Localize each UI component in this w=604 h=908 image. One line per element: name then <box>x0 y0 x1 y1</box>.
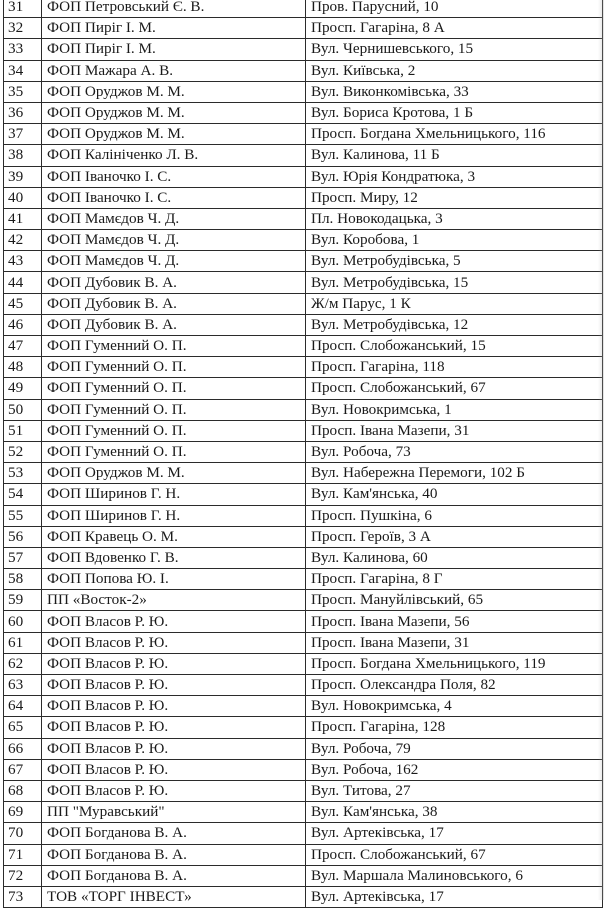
outlet-address: Вул. Виконкомівська, 33 <box>306 81 603 102</box>
entrepreneur-name: ФОП Іваночко І. С. <box>42 187 306 208</box>
table-row <box>4 611 603 632</box>
row-number: 72 <box>4 865 42 886</box>
row-number: 53 <box>4 463 42 484</box>
outlet-address: Вул. Кам'янська, 40 <box>306 484 603 505</box>
table-row <box>4 314 603 335</box>
entrepreneur-name: ФОП Дубовик В. А. <box>42 272 306 293</box>
outlet-address: Вул. Калинова, 60 <box>306 547 603 568</box>
entrepreneur-name: ФОП Власов Р. Ю. <box>42 632 306 653</box>
row-number: 67 <box>4 759 42 780</box>
row-number: 48 <box>4 357 42 378</box>
row-number: 64 <box>4 696 42 717</box>
entrepreneur-name: ФОП Мамєдов Ч. Д. <box>42 208 306 229</box>
entrepreneur-name: ФОП Пиріг І. М. <box>42 18 306 39</box>
table-row <box>4 569 603 590</box>
row-number: 59 <box>4 590 42 611</box>
entrepreneur-name: ФОП Власов Р. Ю. <box>42 759 306 780</box>
table-row <box>4 463 603 484</box>
table-row <box>4 230 603 251</box>
row-number: 73 <box>4 886 42 907</box>
entrepreneur-name: ФОП Гуменний О. П. <box>42 336 306 357</box>
row-number: 42 <box>4 230 42 251</box>
outlet-address: Пров. Парусний, 10 <box>306 0 603 18</box>
outlet-address: Вул. Набережна Перемоги, 102 Б <box>306 463 603 484</box>
table-row <box>4 886 603 907</box>
outlet-address: Вул. Метробудівська, 5 <box>306 251 603 272</box>
table-row <box>4 441 603 462</box>
table-row <box>4 0 603 18</box>
table-row <box>4 865 603 886</box>
table-row <box>4 590 603 611</box>
outlet-address: Просп. Гагаріна, 118 <box>306 357 603 378</box>
table-row <box>4 81 603 102</box>
row-number: 40 <box>4 187 42 208</box>
row-number: 50 <box>4 399 42 420</box>
row-number: 55 <box>4 505 42 526</box>
row-number: 36 <box>4 102 42 123</box>
row-number: 63 <box>4 675 42 696</box>
row-number: 60 <box>4 611 42 632</box>
table-row <box>4 526 603 547</box>
row-number: 34 <box>4 60 42 81</box>
outlet-address: Вул. Калинова, 11 Б <box>306 145 603 166</box>
outlet-address: Просп. Івана Мазепи, 31 <box>306 420 603 441</box>
outlet-address: Просп. Пушкіна, 6 <box>306 505 603 526</box>
outlet-address: Вул. Маршала Малиновського, 6 <box>306 865 603 886</box>
outlet-address: Вул. Артеківська, 17 <box>306 823 603 844</box>
outlet-address: Просп. Гагаріна, 128 <box>306 717 603 738</box>
entrepreneur-name: ФОП Богданова В. А. <box>42 865 306 886</box>
row-number: 57 <box>4 547 42 568</box>
entrepreneur-name: ФОП Оруджов М. М. <box>42 124 306 145</box>
outlet-address: Вул. Робоча, 73 <box>306 441 603 462</box>
row-number: 45 <box>4 293 42 314</box>
table-row <box>4 166 603 187</box>
entrepreneur-name: ФОП Петровський Є. В. <box>42 0 306 18</box>
row-number: 32 <box>4 18 42 39</box>
row-number: 65 <box>4 717 42 738</box>
entrepreneur-name: ФОП Пиріг І. М. <box>42 39 306 60</box>
outlet-address: Просп. Богдана Хмельницького, 119 <box>306 653 603 674</box>
outlet-address: Вул. Коробова, 1 <box>306 230 603 251</box>
outlet-address: Просп. Гагаріна, 8 Г <box>306 569 603 590</box>
entrepreneur-name: ФОП Гуменний О. П. <box>42 441 306 462</box>
table-row <box>4 208 603 229</box>
table-row <box>4 187 603 208</box>
row-number: 31 <box>4 0 42 18</box>
table-row <box>4 357 603 378</box>
entrepreneur-name: ФОП Оруджов М. М. <box>42 81 306 102</box>
row-number: 49 <box>4 378 42 399</box>
entrepreneur-name: ФОП Гуменний О. П. <box>42 399 306 420</box>
row-number: 62 <box>4 653 42 674</box>
table-row <box>4 18 603 39</box>
entrepreneur-name: ФОП Кравець О. М. <box>42 526 306 547</box>
outlet-address: Просп. Гагаріна, 8 А <box>306 18 603 39</box>
table-row <box>4 272 603 293</box>
table-row <box>4 802 603 823</box>
entrepreneur-name: ФОП Богданова В. А. <box>42 823 306 844</box>
outlet-address: Просп. Слобожанський, 67 <box>306 378 603 399</box>
outlet-address: Просп. Мануйлівський, 65 <box>306 590 603 611</box>
entrepreneur-name: ФОП Власов Р. Ю. <box>42 611 306 632</box>
table-row <box>4 738 603 759</box>
entrepreneur-name: ФОП Ширинов Г. Н. <box>42 484 306 505</box>
outlet-address: Вул. Київська, 2 <box>306 60 603 81</box>
outlet-address: Вул. Юрія Кондратюка, 3 <box>306 166 603 187</box>
table-row <box>4 293 603 314</box>
row-number: 44 <box>4 272 42 293</box>
row-number: 68 <box>4 780 42 801</box>
outlet-address: Вул. Робоча, 79 <box>306 738 603 759</box>
table-row <box>4 653 603 674</box>
entrepreneur-name: ФОП Мамєдов Ч. Д. <box>42 251 306 272</box>
entrepreneur-name: ФОП Ширинов Г. Н. <box>42 505 306 526</box>
row-number: 38 <box>4 145 42 166</box>
outlet-address: Вул. Бориса Кротова, 1 Б <box>306 102 603 123</box>
table-row <box>4 102 603 123</box>
outlet-address: Вул. Метробудівська, 12 <box>306 314 603 335</box>
row-number: 70 <box>4 823 42 844</box>
entrepreneur-name: ФОП Попова Ю. І. <box>42 569 306 590</box>
table-row <box>4 823 603 844</box>
entrepreneur-name: ПП "Муравський" <box>42 802 306 823</box>
row-number: 47 <box>4 336 42 357</box>
entrepreneur-name: ФОП Гуменний О. П. <box>42 378 306 399</box>
entrepreneur-name: ФОП Калініченко Л. В. <box>42 145 306 166</box>
row-number: 66 <box>4 738 42 759</box>
row-number: 35 <box>4 81 42 102</box>
table-row <box>4 145 603 166</box>
entrepreneur-name: ФОП Оруджов М. М. <box>42 102 306 123</box>
outlet-address: Вул. Чернишевського, 15 <box>306 39 603 60</box>
row-number: 33 <box>4 39 42 60</box>
outlet-address: Просп. Слобожанський, 67 <box>306 844 603 865</box>
row-number: 56 <box>4 526 42 547</box>
outlet-address: Вул. Новокримська, 4 <box>306 696 603 717</box>
outlet-address: Вул. Метробудівська, 15 <box>306 272 603 293</box>
row-number: 52 <box>4 441 42 462</box>
entrepreneur-name: ФОП Власов Р. Ю. <box>42 653 306 674</box>
outlet-address: Вул. Кам'янська, 38 <box>306 802 603 823</box>
row-number: 69 <box>4 802 42 823</box>
table-row <box>4 124 603 145</box>
table-row <box>4 484 603 505</box>
row-number: 37 <box>4 124 42 145</box>
table-row <box>4 251 603 272</box>
row-number: 51 <box>4 420 42 441</box>
entrepreneur-name: ФОП Власов Р. Ю. <box>42 780 306 801</box>
outlet-address: Вул. Новокримська, 1 <box>306 399 603 420</box>
entrepreneur-name: ФОП Дубовик В. А. <box>42 293 306 314</box>
table-row <box>4 717 603 738</box>
entrepreneur-name: ФОП Вдовенко Г. В. <box>42 547 306 568</box>
table-row <box>4 759 603 780</box>
row-number: 58 <box>4 569 42 590</box>
row-number: 43 <box>4 251 42 272</box>
row-number: 61 <box>4 632 42 653</box>
outlet-address: Просп. Івана Мазепи, 56 <box>306 611 603 632</box>
table-row <box>4 632 603 653</box>
outlet-address: Просп. Миру, 12 <box>306 187 603 208</box>
outlet-address: Просп. Слобожанський, 15 <box>306 336 603 357</box>
row-number: 71 <box>4 844 42 865</box>
entrepreneur-name: ФОП Гуменний О. П. <box>42 357 306 378</box>
outlet-address: Вул. Робоча, 162 <box>306 759 603 780</box>
registry-table-body <box>4 0 603 908</box>
table-row <box>4 547 603 568</box>
table-row <box>4 378 603 399</box>
outlet-address: Ж/м Парус, 1 К <box>306 293 603 314</box>
row-number: 54 <box>4 484 42 505</box>
outlet-address: Просп. Івана Мазепи, 31 <box>306 632 603 653</box>
entrepreneur-name: ФОП Власов Р. Ю. <box>42 696 306 717</box>
entrepreneur-name: ФОП Власов Р. Ю. <box>42 675 306 696</box>
entrepreneur-name: ФОП Власов Р. Ю. <box>42 717 306 738</box>
entrepreneur-name: ФОП Іваночко І. С. <box>42 166 306 187</box>
table-row <box>4 60 603 81</box>
entrepreneur-name: ФОП Оруджов М. М. <box>42 463 306 484</box>
row-number: 41 <box>4 208 42 229</box>
outlet-address: Просп. Богдана Хмельницького, 116 <box>306 124 603 145</box>
registry-table <box>3 0 603 908</box>
outlet-address: Вул. Артеківська, 17 <box>306 886 603 907</box>
entrepreneur-name: ПП «Восток-2» <box>42 590 306 611</box>
entrepreneur-name: ФОП Мажара А. В. <box>42 60 306 81</box>
entrepreneur-name: ФОП Мамєдов Ч. Д. <box>42 230 306 251</box>
table-row <box>4 844 603 865</box>
outlet-address: Просп. Олександра Поля, 82 <box>306 675 603 696</box>
outlet-address: Пл. Новокодацька, 3 <box>306 208 603 229</box>
table-row <box>4 336 603 357</box>
entrepreneur-name: ФОП Власов Р. Ю. <box>42 738 306 759</box>
table-row <box>4 39 603 60</box>
table-row <box>4 505 603 526</box>
table-row <box>4 780 603 801</box>
row-number: 46 <box>4 314 42 335</box>
table-row <box>4 675 603 696</box>
entrepreneur-name: ТОВ «ТОРГ ІНВЕСТ» <box>42 886 306 907</box>
table-row <box>4 420 603 441</box>
table-row <box>4 399 603 420</box>
row-number: 39 <box>4 166 42 187</box>
table-row <box>4 696 603 717</box>
entrepreneur-name: ФОП Гуменний О. П. <box>42 420 306 441</box>
entrepreneur-name: ФОП Богданова В. А. <box>42 844 306 865</box>
entrepreneur-name: ФОП Дубовик В. А. <box>42 314 306 335</box>
outlet-address: Просп. Героїв, 3 А <box>306 526 603 547</box>
outlet-address: Вул. Титова, 27 <box>306 780 603 801</box>
